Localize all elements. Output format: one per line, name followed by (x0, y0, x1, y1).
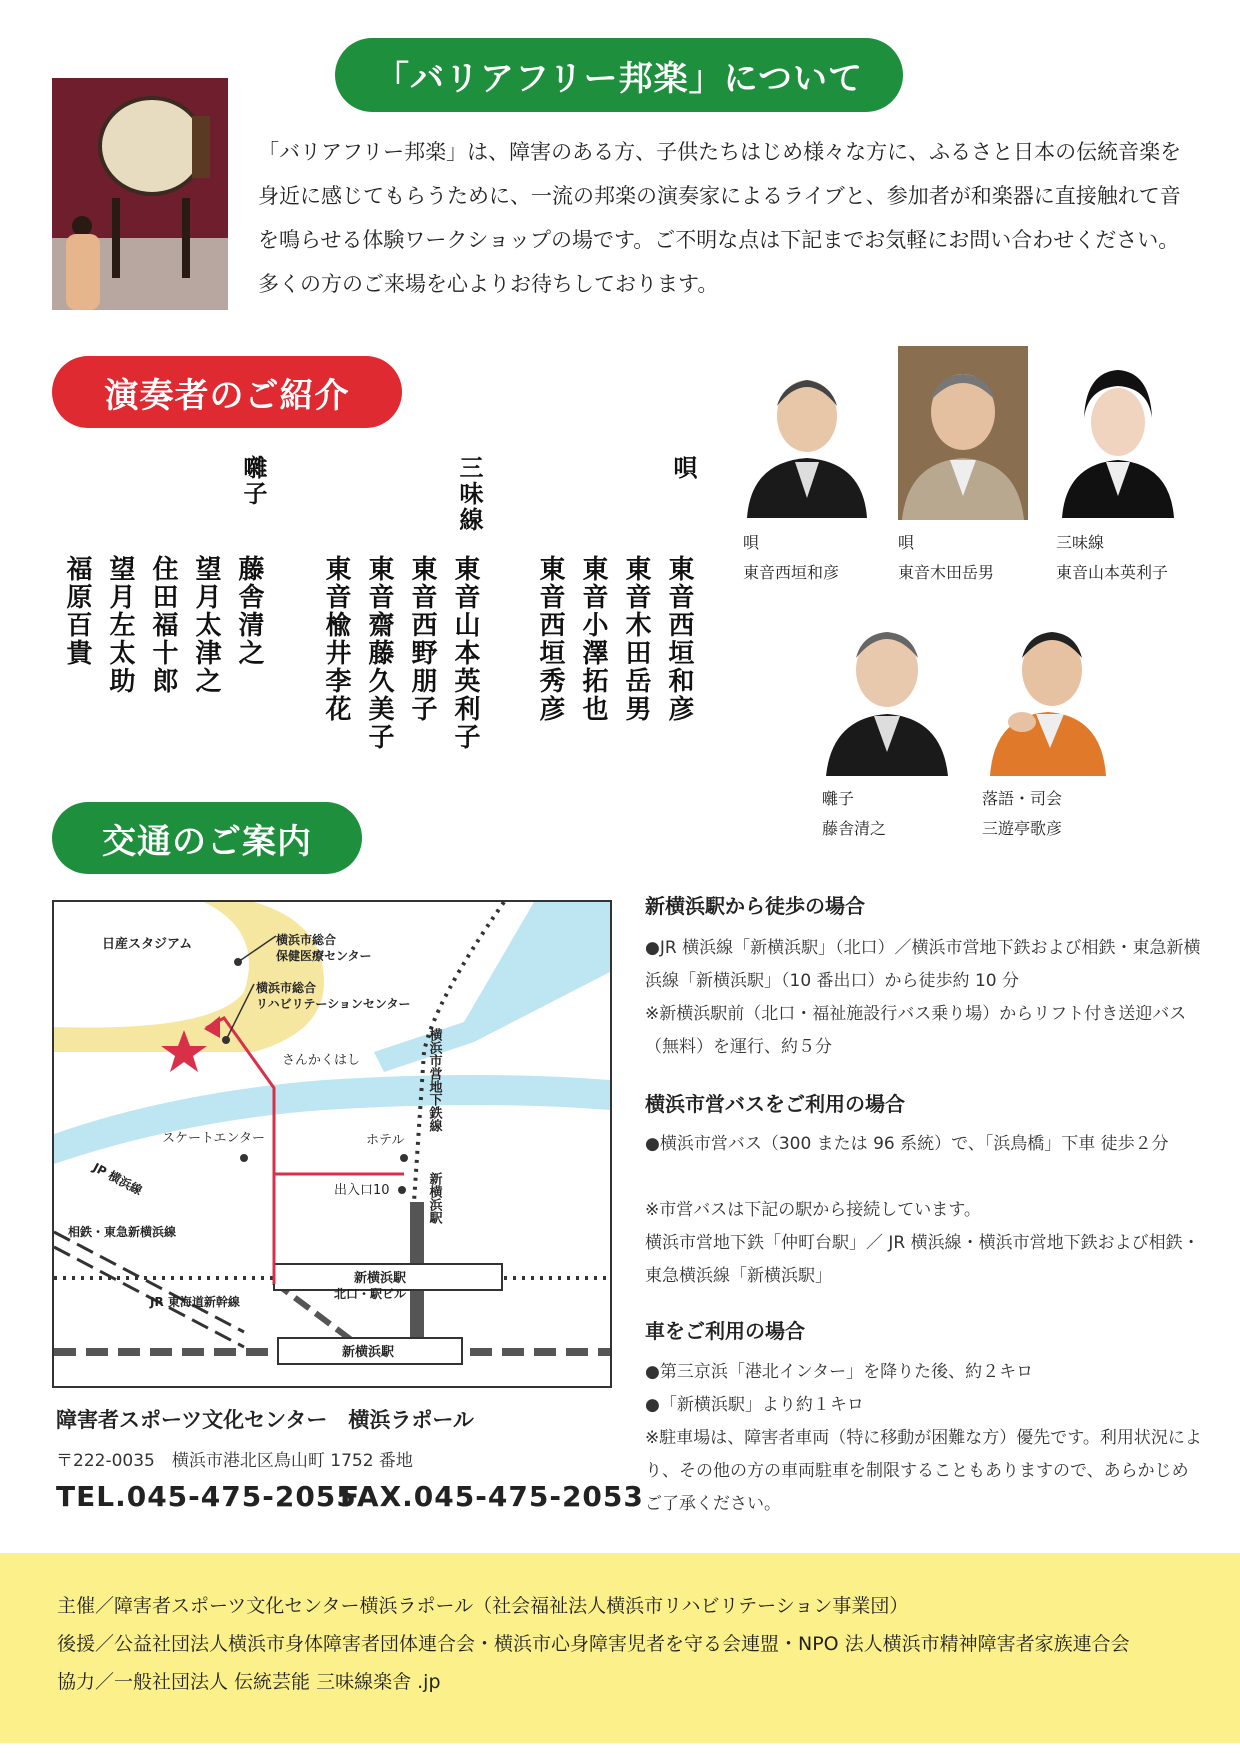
map-label-subway: 横浜市営地下鉄線 (426, 1028, 442, 1132)
performer-name: 東音西垣秀彦 (535, 555, 565, 723)
footer-supporter: 後援／公益社団法人横浜市身体障害者団体連合会・横浜市心身障害児者を守る会連盟・NPO 法人横浜市精神障害者家族連合会 (57, 1633, 1130, 1655)
map-label-rehab-center: 横浜市総合リハビリテーションセンター (256, 981, 411, 1011)
footer-organizer: 主催／障害者スポーツ文化センター横浜ラポール（社会福祉法人横浜市リハビリテーション事業団） (57, 1595, 909, 1617)
bus-heading: 横浜市営バスをご利用の場合 (645, 1092, 905, 1116)
venue-tel: TEL.045-475-2055 (56, 1480, 357, 1513)
access-map (52, 900, 612, 1388)
performer-name: 望月左太助 (105, 555, 135, 695)
car-heading: 車をご利用の場合 (645, 1319, 805, 1343)
portrait-name: 藤舎清之 (822, 819, 887, 838)
map-label-health-center: 横浜市総合保健医療センター (276, 933, 372, 963)
map-label-sotetsu: 相鉄・東急新横浜線 (68, 1225, 177, 1239)
taiko-drum-photo (52, 78, 228, 310)
venue-name: 障害者スポーツ文化センター 横浜ラポール (56, 1408, 474, 1432)
portrait-role: 落語・司会 (982, 789, 1063, 808)
portrait-role: 唄 (743, 533, 760, 552)
map-label-station1: 新横浜駅 (354, 1271, 407, 1286)
group-heading-hayashi: 囃子 (239, 455, 268, 507)
map-label-jr-yokohama: JP 横浜線 (90, 1160, 145, 1198)
map-label-skate: スケートエンター (162, 1131, 265, 1146)
about-title: 「バリアフリー邦楽」について (335, 38, 903, 112)
map-label-stadium: 日産スタジアム (102, 937, 193, 952)
performers-title: 演奏者のご紹介 (52, 356, 402, 428)
venue-address: 〒222-0035 横浜市港北区鳥山町 1752 番地 (56, 1451, 413, 1471)
performer-name: 東音西野朋子 (407, 555, 437, 723)
venue-fax: FAX.045-475-2053 (340, 1480, 644, 1513)
access-title: 交通のご案内 (52, 802, 362, 874)
performer-name: 東音小澤拓也 (578, 555, 608, 723)
portrait-role: 囃子 (822, 789, 855, 808)
portrait-photo (982, 612, 1112, 776)
map-label-bridge: さんかくはし (282, 1053, 361, 1068)
portrait-role: 唄 (898, 533, 915, 552)
portrait-name: 東音西垣和彦 (743, 563, 840, 582)
portrait-name: 三遊亭歌彦 (982, 819, 1063, 838)
performer-name: 藤舎清之 (234, 555, 264, 667)
car-text2: ●「新横浜駅」より約１キロ (645, 1395, 864, 1415)
performer-name: 東音山本英利子 (450, 555, 480, 751)
car-text1: ●第三京浜「港北インター」を降りた後、約２キロ (645, 1362, 1034, 1382)
footer (0, 1553, 1240, 1743)
portrait-photo (743, 358, 871, 518)
performer-name: 望月太津之 (191, 555, 221, 695)
map-label-exit10: 出入口10 (334, 1183, 390, 1198)
portrait-photo (1056, 358, 1180, 518)
portrait-photo (822, 606, 952, 776)
performer-name: 住田福十郎 (148, 555, 178, 695)
portrait-name: 東音山本英利子 (1056, 563, 1169, 582)
walk-text: ●JR 横浜線「新横浜駅」（北口）／横浜市営地下鉄および相鉄・東急新横浜線「新横浜駅」（10 番出口）から徒歩約 10 分 (645, 938, 1201, 991)
portrait-photo (898, 346, 1028, 520)
performer-name: 東音楡井李花 (321, 555, 351, 723)
performer-name: 東音西垣和彦 (664, 555, 694, 723)
portrait-name: 東音木田岳男 (898, 563, 995, 582)
group-heading-uta: 唄 (669, 455, 698, 481)
bus-note2: 横浜市営地下鉄「仲町台駅」／ JR 横浜線・横浜市営地下鉄および相鉄・東急横浜線「新横浜駅」 (645, 1233, 1200, 1286)
walk-note: ※新横浜駅前（北口・福祉施設行バス乗り場）からリフト付き送迎バス（無料）を運行、約５分 (645, 1004, 1187, 1057)
map-label-shinkansen: JR 東海道新幹線 (150, 1295, 240, 1309)
walk-heading: 新横浜駅から徒歩の場合 (645, 894, 865, 918)
map-label-north-exit: 北口・駅ビル (334, 1287, 407, 1301)
about-text: 「バリアフリー邦楽」は、障害のある方、子供たちはじめ様々な方に、ふるさと日本の伝統音楽を身近に感じてもらうために、一流の邦楽の演奏家によるライブと、参加者が和楽器に直接触れて音を鳴らせる体験ワークショップの場です。ご不明な点は下記までお気軽にお問い合わせください。多くの方のご来場を心よりお待ちしております。 (258, 140, 1182, 296)
map-label-hotel: ホテル (366, 1133, 405, 1148)
map-label-station2: 新横浜駅 (342, 1345, 395, 1360)
car-note: ※駐車場は、障害者車両（特に移動が困難な方）優先です。利用状況により、その他の方の車両駐車を制限することもありますので、あらかじめご了承ください。 (645, 1428, 1202, 1514)
bus-text: ●横浜市営バス（300 または 96 系統）で、「浜鳥橋」下車 徒歩２分 (645, 1134, 1169, 1154)
portrait-role: 三味線 (1056, 533, 1105, 552)
map-label-station-vertical: 新横浜駅 (426, 1172, 442, 1224)
performer-name: 東音木田岳男 (621, 555, 651, 723)
bus-note1: ※市営バスは下記の駅から接続しています。 (645, 1200, 981, 1220)
group-heading-shamisen: 三味線 (455, 455, 484, 533)
performer-name: 福原百貴 (62, 555, 92, 667)
footer-cooperation: 協力／一般社団法人 伝統芸能 三味線楽舎 .jp (57, 1671, 441, 1693)
performer-name: 東音齋藤久美子 (364, 555, 394, 751)
